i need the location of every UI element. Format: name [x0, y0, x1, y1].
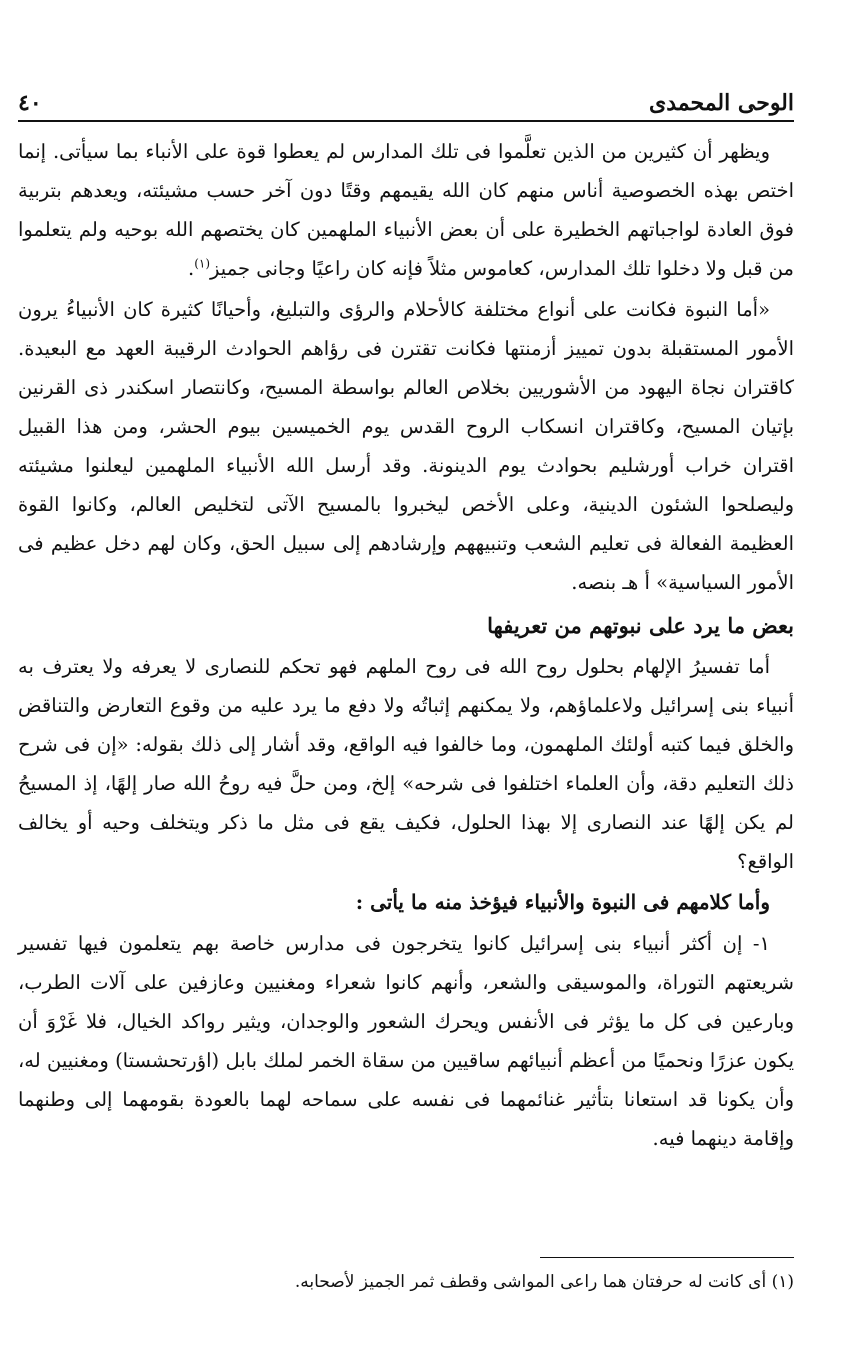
- running-header: [18, 80, 794, 116]
- document-page: [18, 0, 794, 1367]
- paragraph-1: [18, 132, 794, 288]
- footnote-reference: (١): [194, 256, 211, 271]
- page-number: ٤٠: [18, 90, 42, 116]
- header-rule: [18, 120, 794, 122]
- paragraph-3: أما تفسيرُ الإلهام بحلول روح الله فى روح الملهم فهو تحكم للنصارى لا يعرفه ولا يعترف به أنبياء بنى إسرائيل ولاعلماؤهم، ولا يمكنهم إثباتُه ولا دفع ما يرد عليه من وقوع التعارض والتناقض والخلق فيما كتبه أولئك الملهمون، وما خالفوا فيه الواقع، وقد أشار إلى ذلك بقوله: «إن فى شرح ذلك التعليم دقة، وأن العلماء اختلفوا فى شرحه» إلخ، ومن حلَّ فيه روحُ الله صار إلهًا، إذ المسيحُ لم يكن إلهًا عند النصارى إلا بهذا الحلول، فكيف يقع فى مثل ما ذكر ويتخلف وحيه أو يخالف الواقع؟: [18, 655, 794, 873]
- sub-heading: وأما كلامهم فى النبوة والأنبياء فيؤخذ منه ما يأتى :: [355, 890, 770, 914]
- paragraph-2: «أما النبوة فكانت على أنواع مختلفة كالأحلام والرؤى والتبليغ، وأحيانًا كثيرة كان الأنبياءُ يرون الأمور المستقبلة بدون تمييز أزمنتها فكانت تقترن فى رؤاهم الحوادث الرقيبة العهد مع البعيدة. كاقتران نجاة اليهود من الأشوريين بخلاص العالم بواسطة المسيح، وكانتصار اسكندر ذى القرنين بإتيان المسيح، وكاقتران انسكاب الروح القدس يوم الخميسين بيوم الحشر، ومن هذا القبيل اقتران خراب أورشليم بحوادث يوم الدينونة. وقد أرسل الله الأنبياء الملهمين ليعلنوا مشيئته وليصلحوا الشئون الدينية، وعلى الأخص ليخبروا بالمسيح الآتى لتخليص العالم، وكانوا القوة العظيمة الفعالة فى تعليم الشعب وتنبيههم وإرشادهم إلى سبيل الحق، وكان لهم دخل عظيم فى الأمور السياسية» أ هـ بنصه.: [18, 298, 794, 594]
- paragraph-4: ١- إن أكثر أنبياء بنى إسرائيل كانوا يتخرجون فى مدارس خاصة بهم يتعلمون فيها تفسير شريعتهم التوراة، والموسيقى والشعر، وأنهم كانوا شعراء ومغنيين وعازفين على آلات الطرب، وبارعين فى كل ما يؤثر فى الأنفس ويحرك الشعور والوجدان، ويثير رواكد الخيال، فلا غَرْوَ أن يكون عزرًا ونحميًا من أعظم أنبيائهم ساقيين من سقاة الخمر لملك بابل (اؤرتحشستا) ومغنيين له، وأن يكونا قد استعانا بتأثير غنائمهما فى نفسه على سماحه لهما بالعودة بقومهما إلى وطنهما وإقامة دينهما فيه.: [18, 932, 794, 1150]
- paragraph-1-text: ويظهر أن كثيرين من الذين تعلَّموا فى تلك المدارس لم يعطوا قوة على الأنباء بما سيأتى. إنما اختص بهذه الخصوصية أناس منهم كان الله يقيمهم وقتًا دون آخر حسب مشيئته، ويعدهم بتربية فوق العادة لواجباتهم الخطيرة على أن بعض الأنبياء الملهمين كان يختصهم الله بوحيه ولم يتعلموا من قبل ولا دخلوا تلك المدارس، كعاموس مثلاً فإنه كان راعيًا وجانى جميز: [18, 140, 794, 280]
- footnote: (١) أى كانت له حرفتان هما راعى المواشى وقطف ثمر الجميز لأصحابه.: [294, 1272, 794, 1292]
- section-heading: بعض ما يرد على نبوتهم من تعريفها: [487, 613, 794, 638]
- paragraph-1-end: .: [188, 257, 195, 280]
- main-text: [18, 132, 794, 1158]
- book-title: الوحى المحمدى: [649, 90, 794, 116]
- footnote-rule: [540, 1257, 794, 1258]
